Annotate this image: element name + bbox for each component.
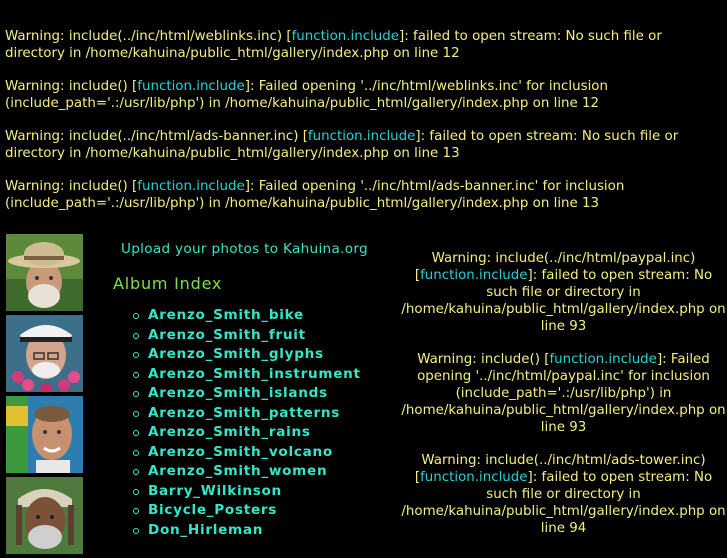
list-item — [130, 306, 361, 326]
warning-message — [5, 28, 723, 62]
album-link[interactable]: Arenzo_Smith_islands — [148, 385, 328, 401]
warning-text: ]: Failed opening '../inc/html/ads-banner.inc' for inclusion (include_path='.:/usr/lib/php') in /home/kahuina/public_html/gallery/index.php on line 13 — [5, 179, 625, 211]
portrait-photo-cowboy-hat[interactable] — [6, 234, 83, 311]
warning-text: ]: failed to open stream: No such file or directory in /home/kahuina/public_html/gallery/index.php on line 13 — [5, 129, 679, 161]
warning-text: Warning: include() [ — [5, 179, 138, 194]
list-item — [130, 326, 361, 346]
list-item — [130, 384, 361, 404]
list-item — [130, 501, 361, 521]
list-item — [130, 404, 361, 424]
warning-text: ]: Failed opening '../inc/html/paypal.inc' for inclusion (include_path='.:/usr/lib/php') in /home/kahuina/public_html/gallery/index.php on line 93 — [401, 352, 726, 435]
warning-text: ]: failed to open stream: No such file or directory in /home/kahuina/public_html/gallery/index.php on line 94 — [401, 470, 726, 536]
right-warnings — [400, 250, 727, 553]
album-link[interactable]: Arenzo_Smith_bike — [148, 307, 304, 323]
upload-photos-link[interactable]: Upload your photos to Kahuina.org — [121, 241, 368, 257]
album-link[interactable]: Arenzo_Smith_instrument — [148, 365, 361, 382]
list-item — [130, 462, 361, 482]
album-link[interactable]: Arenzo_Smith_patterns — [148, 404, 341, 421]
function-include-link[interactable]: function.include — [420, 470, 528, 485]
warning-message — [400, 351, 727, 436]
top-warnings — [5, 28, 723, 228]
warning-text: ]: Failed opening '../inc/html/weblinks.inc' for inclusion (include_path='.:/usr/lib/php') in /home/kahuina/public_html/gallery/index.php on line 12 — [5, 79, 608, 111]
list-item — [130, 423, 361, 443]
album-link[interactable]: Arenzo_Smith_volcano — [148, 443, 333, 460]
warning-message — [400, 452, 727, 537]
album-index-heading: Album Index — [113, 274, 223, 293]
warning-text: Warning: include(../inc/html/ads-tower.inc) [ — [414, 453, 706, 485]
album-link[interactable]: Arenzo_Smith_rains — [148, 424, 311, 440]
album-link[interactable]: Bicycle_Posters — [148, 502, 278, 518]
function-include-link[interactable]: function.include — [137, 79, 245, 94]
warning-text: Warning: include() [ — [417, 352, 550, 367]
album-link[interactable]: Don_Hirleman — [148, 521, 264, 538]
warning-message — [5, 78, 723, 112]
portrait-photo-tropical[interactable] — [6, 396, 83, 473]
function-include-link[interactable]: function.include — [549, 352, 657, 367]
list-item — [130, 345, 361, 365]
list-item — [130, 365, 361, 385]
warning-message — [5, 128, 723, 162]
function-include-link[interactable]: function.include — [307, 129, 416, 144]
list-item — [130, 482, 361, 502]
warning-text: Warning: include(../inc/html/ads-banner.inc) [ — [5, 129, 308, 144]
warning-text: Warning: include(../inc/html/weblinks.inc) [ — [5, 29, 292, 44]
portrait-photo-dreadlocks[interactable] — [6, 477, 83, 554]
album-link[interactable]: Barry_Wilkinson — [148, 482, 282, 499]
function-include-link[interactable]: function.include — [291, 29, 400, 44]
warning-text: ]: failed to open stream: No such file or directory in /home/kahuina/public_html/gallery/index.php on line 12 — [5, 29, 662, 61]
album-list — [130, 306, 361, 540]
album-link[interactable]: Arenzo_Smith_glyphs — [148, 346, 324, 362]
portrait-photo-lei-cap[interactable] — [6, 315, 83, 392]
warning-text: Warning: include(../inc/html/paypal.inc) [ — [414, 251, 696, 283]
warning-text: Warning: include() [ — [5, 79, 138, 94]
warning-message — [5, 178, 723, 212]
list-item — [130, 521, 361, 541]
album-link[interactable]: Arenzo_Smith_women — [148, 463, 328, 479]
list-item — [130, 443, 361, 463]
function-include-link[interactable]: function.include — [137, 179, 245, 194]
album-link[interactable]: Arenzo_Smith_fruit — [148, 326, 306, 343]
warning-text: ]: failed to open stream: No such file or directory in /home/kahuina/public_html/gallery/index.php on line 93 — [401, 268, 726, 334]
warning-message — [400, 250, 727, 335]
photo-column — [6, 234, 84, 558]
function-include-link[interactable]: function.include — [420, 268, 528, 283]
